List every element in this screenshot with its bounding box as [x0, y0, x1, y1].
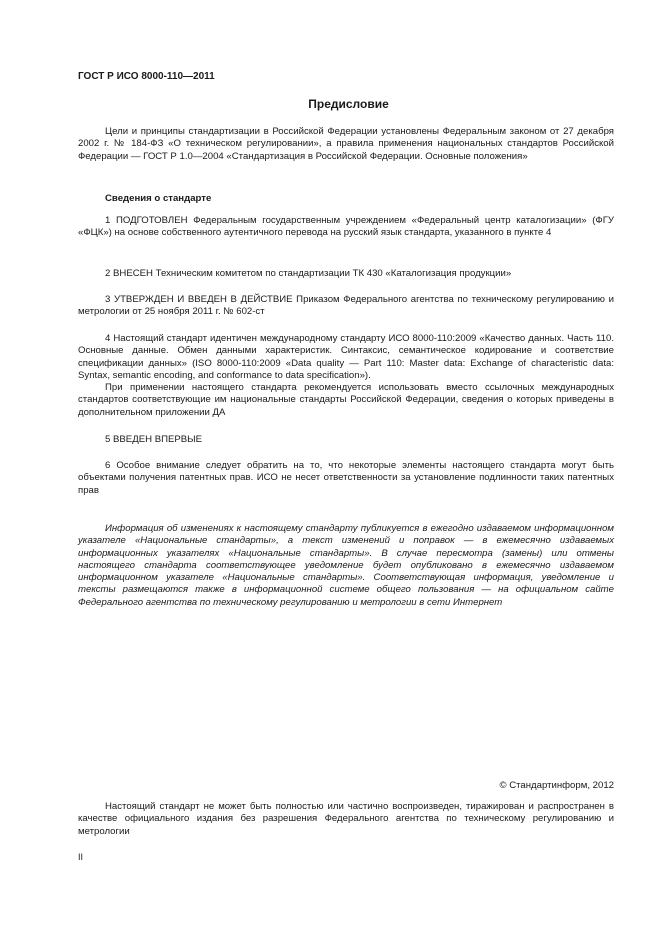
intro-paragraph: [78, 126, 614, 163]
standard-code-header: ГОСТ Р ИСО 8000-110—2011: [78, 71, 215, 82]
item-2-text: 2 ВНЕСЕН Техническим комитетом по стандартизации ТК 430 «Каталогизация продукции»: [105, 268, 512, 279]
item-3-text: 3 УТВЕРЖДЕН И ВВЕДЕН В ДЕЙСТВИЕ Приказом Федерального агентства по техническому регулированию и метрологии от 25 ноября 2011 г. № 602-ст: [78, 294, 614, 318]
item-6-text: 6 Особое внимание следует обратить на то, что некоторые элементы настоящего стандарта могут быть объектами получения патентных прав. ИСО не несет ответственности за установление подлинности таких патентных прав: [78, 460, 614, 496]
item-4-note: При применении настоящего стандарта рекомендуется использовать вместо ссылочных международных стандартов соответствующие им национальные стандарты Российской Федерации, сведения о которых приведены в дополнительном приложении ДА: [78, 382, 614, 418]
item-1-text: 1 ПОДГОТОВЛЕН Федеральным государственным учреждением «Федеральный центр каталогизации» (ФГУ «ФЦК») на основе собственного аутентичного перевода на русский язык стандарта, указанного в пункте 4: [78, 215, 614, 239]
item-6: [78, 460, 614, 497]
item-1: [78, 215, 614, 240]
notice-block: [78, 523, 614, 609]
copyright-line: © Стандартинформ, 2012: [499, 780, 614, 791]
notice-text: Информация об изменениях к настоящему стандарту публикуется в ежегодно издаваемом информационном указателе «Национальные стандарты», а текст изменений и поправок — в ежемесячно издаваемых информационных указателях «Национальные стандарты». В случае пересмотра (замены) или отмены настоящего стандарта соответствующее уведомление будет опубликовано в ежемесячно издаваемом информационном указателе «Национальные стандарты». Соответствующая информация, уведомление и тексты размещаются также в информационной системе общего пользования — на официальном сайте Федерального агентства по техническому регулированию и метрологии в сети Интернет: [78, 523, 614, 608]
section-subheading: Сведения о стандарте: [105, 193, 212, 204]
item-3: [78, 294, 614, 319]
rights-paragraph: [78, 801, 614, 838]
page-number: II: [78, 852, 84, 862]
item-4: [78, 333, 614, 419]
page-title: Предисловие: [308, 97, 389, 111]
item-5: [78, 434, 614, 446]
item-5-text: 5 ВВЕДЕН ВПЕРВЫЕ: [105, 434, 203, 445]
intro-text: Цели и принципы стандартизации в Российской Федерации установлены Федеральным законом от 27 декабря 2002 г. № 184-ФЗ «О техническом регулировании», а правила применения национальных стандартов Российской Федерации — ГОСТ Р 1.0—2004 «Стандартизация в Российской Федерации. Основные положения»: [78, 126, 614, 162]
item-4-text: 4 Настоящий стандарт идентичен международному стандарту ИСО 8000-110:2009 «Качество данных. Часть 110. Основные данные. Обмен данными характеристик. Синтаксис, семантическое кодирование и соответствие спецификации данных» (ISO 8000-110:2009 «Data quality — Part 110: Master data: Exchange of characteristic data: Syntax, semantic encoding, and conformance to data specification»).: [78, 333, 614, 381]
rights-text: Настоящий стандарт не может быть полностью или частично воспроизведен, тиражирован и распространен в качестве официального издания без разрешения Федерального агентства по техническому регулированию и метрологии: [78, 801, 614, 837]
item-2: [78, 268, 614, 280]
